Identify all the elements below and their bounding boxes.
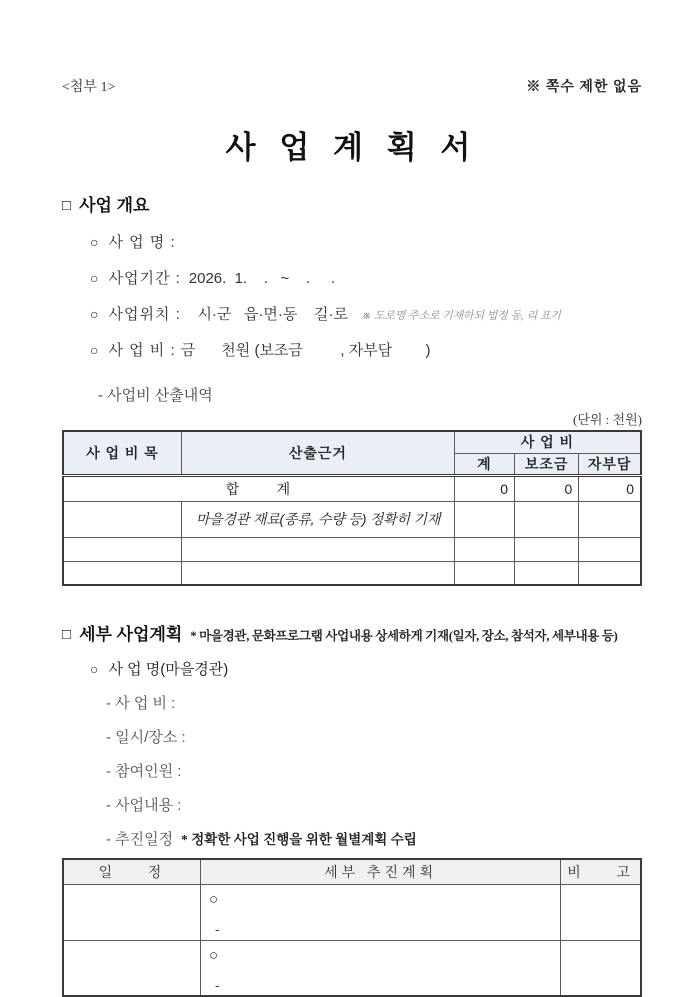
overview-item-name-label: 사 업 명 :: [108, 234, 176, 251]
detail-schedule-note: * 정확한 사업 진행을 위한 월별계획 수립: [181, 832, 417, 847]
overview-item-location-value: 시·군 읍·면·동 길·로: [180, 306, 349, 323]
budget-total-sum: 0: [454, 475, 514, 501]
overview-item-budget: [62, 339, 642, 360]
detail-item-datetime-place: - 일시/장소 :: [106, 729, 186, 746]
unit-note: (단위 : 천원): [572, 412, 642, 427]
schedule-row: [63, 884, 641, 940]
detail-item-cost: - 사 업 비 :: [106, 695, 176, 712]
overview-item-name: [62, 231, 642, 252]
detail-item-content: - 사업내용 :: [106, 797, 182, 814]
empty-cell: [515, 537, 579, 561]
detail-schedule-label: - 추진일정: [106, 831, 174, 848]
schedule-plan-cell: [200, 884, 560, 940]
circle-bullet-icon: ○: [90, 661, 99, 677]
empty-cell: [515, 501, 579, 537]
overview-item-period-label: 사업기간 :: [108, 270, 181, 287]
empty-cell: [579, 537, 641, 561]
section-detail-label: 세부 사업계획: [79, 625, 183, 644]
empty-cell: [63, 884, 200, 940]
empty-cell: [63, 537, 181, 561]
budget-hint-row: [63, 501, 641, 537]
empty-cell: [561, 884, 641, 940]
detail-heading-note: * 마을경관, 문화프로그램 사업내용 상세하게 기재(일자, 장소, 참석자, 세부내용 등): [190, 629, 618, 643]
empty-cell: [454, 537, 514, 561]
empty-cell: [515, 561, 579, 585]
overview-item-period-value: 2026. 1. . ~ . .: [188, 270, 336, 287]
empty-cell: [181, 537, 454, 561]
section-detail-heading: [62, 620, 642, 645]
dash-bullet-icon: -: [214, 920, 220, 937]
schedule-col-remark-header: 비 고: [561, 859, 641, 884]
empty-cell: [454, 561, 514, 585]
schedule-plan-cell: [200, 940, 560, 996]
empty-cell: [579, 561, 641, 585]
overview-item-location: [62, 303, 642, 324]
circle-bullet-icon: ○: [90, 306, 99, 322]
budget-col-subsidy-header: 보조금: [515, 453, 579, 475]
budget-total-row: [63, 475, 641, 501]
empty-cell: [181, 561, 454, 585]
section-overview-heading: [62, 191, 642, 216]
schedule-row: [63, 940, 641, 996]
budget-col-cost-group-header: 사 업 비: [454, 431, 641, 453]
empty-cell: [561, 940, 641, 996]
empty-cell: [63, 561, 181, 585]
budget-total-label: 합 계: [63, 475, 454, 501]
section-overview-label: 사업 개요: [79, 196, 150, 215]
road-address-note: ※ 도로명 주소로 기재하되 법정 동, 리 표기: [362, 310, 561, 322]
budget-col-basis-header: 산출근거: [181, 431, 454, 475]
budget-empty-row: [63, 561, 641, 585]
budget-breakdown-subheading: - 사업비 산출내역: [98, 387, 213, 404]
attachment-label: <첨부 1>: [62, 80, 116, 95]
budget-total-selfpay: 0: [579, 475, 641, 501]
empty-cell: [63, 940, 200, 996]
empty-cell: [454, 501, 514, 537]
budget-total-subsidy: 0: [515, 475, 579, 501]
budget-col-total-header: 계: [454, 453, 514, 475]
empty-cell: [63, 501, 181, 537]
square-bullet-icon: □: [62, 197, 72, 214]
budget-col-item-header: 사 업 비 목: [63, 431, 181, 475]
empty-cell: [579, 501, 641, 537]
overview-item-period: [62, 267, 642, 288]
circle-bullet-icon: ○: [90, 342, 99, 358]
schedule-table: [62, 858, 642, 997]
overview-item-location-label: 사업위치 :: [108, 306, 181, 323]
budget-hint-text: 마을경관 재료(종류, 수량 등) 정확히 기재: [181, 501, 454, 537]
circle-bullet-icon: ○: [90, 270, 99, 286]
detail-item-participants: - 참여인원 :: [106, 763, 182, 780]
circle-bullet-icon: ○: [90, 234, 99, 250]
page-limit-note: ※ 쪽수 제한 없음: [526, 80, 642, 95]
top-row: [62, 76, 642, 96]
budget-empty-row: [63, 537, 641, 561]
budget-table: [62, 430, 642, 586]
detail-schedule-line: [62, 828, 642, 849]
page-title: 사 업 계 획 서: [225, 130, 479, 165]
detail-project-label: 사 업 명(마을경관): [108, 661, 229, 678]
budget-col-selfpay-header: 자부담: [579, 453, 641, 475]
detail-project-line: [62, 658, 642, 679]
overview-item-budget-label: 사 업 비 : 금: [108, 342, 197, 359]
circle-bullet-icon: ○: [208, 946, 219, 964]
dash-bullet-icon: -: [214, 976, 220, 993]
square-bullet-icon: □: [62, 626, 72, 643]
circle-bullet-icon: ○: [208, 890, 219, 908]
schedule-col-plan-header: 세부 추진계획: [200, 859, 560, 884]
schedule-col-date-header: 일 정: [63, 859, 200, 884]
overview-item-budget-value: 천원 (보조금 , 자부담 ): [196, 342, 431, 359]
